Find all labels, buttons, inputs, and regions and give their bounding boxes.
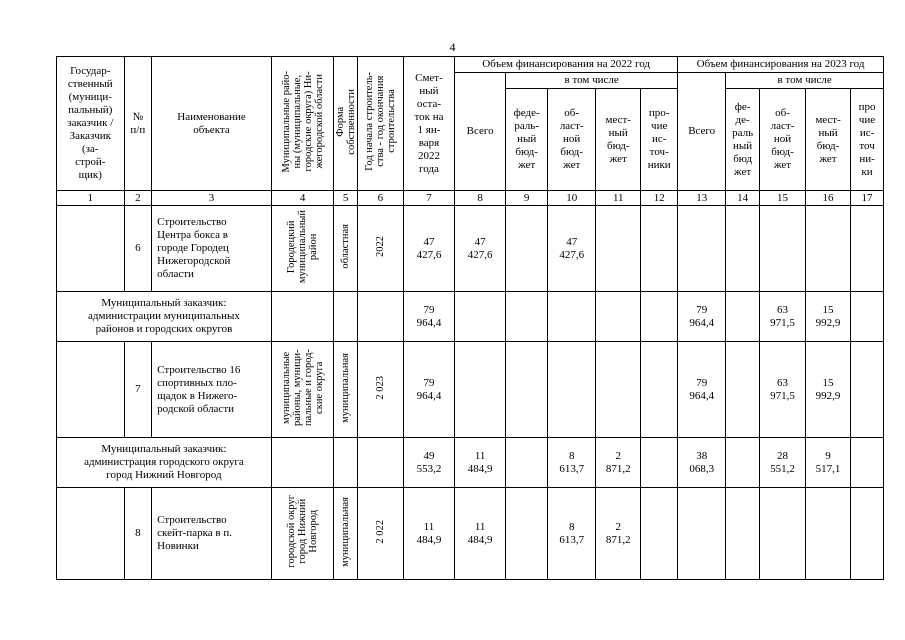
cell-regional-2022: 8 613,7 (548, 438, 596, 488)
cell-customer (57, 488, 125, 580)
header-local-2022: мест- ный бюд- жет (596, 89, 641, 191)
cell-federal-2022 (506, 438, 548, 488)
cell-federal-2022 (506, 488, 548, 580)
cell-local-2023 (806, 488, 851, 580)
cell-regional-2022: 8 613,7 (548, 488, 596, 580)
header-name: Наименование объекта (152, 57, 272, 191)
cell-customer-group: Муниципальный заказчик: администрация городского округа город Нижний Новгород (57, 438, 272, 488)
col-num: 8 (455, 191, 506, 206)
cell-local-2022: 2 871,2 (596, 488, 641, 580)
cell-other-2023 (851, 438, 884, 488)
cell-num: 6 (124, 206, 152, 292)
header-federal-2022: феде- раль- ный бюд- жет (506, 89, 548, 191)
cell-object-name: Строительство Центра бокса в городе Городец Нижегородской области (152, 206, 272, 292)
header-other-2023: про чие ис- точ ни- ки (851, 89, 884, 191)
cell-estimate: 47 427,6 (403, 206, 454, 292)
col-num: 13 (678, 191, 726, 206)
cell-other-2023 (851, 206, 884, 292)
header-other-2022: про- чие ис- точ- ники (641, 89, 678, 191)
col-num: 3 (152, 191, 272, 206)
cell-district: городской округ город Нижний Новгород (271, 488, 333, 580)
financing-table (56, 56, 884, 580)
cell-total-2023: 38 068,3 (678, 438, 726, 488)
col-num: 16 (806, 191, 851, 206)
cell-other-2023 (851, 342, 884, 438)
cell-total-2023: 79 964,4 (678, 292, 726, 342)
header-customer: Государ- ственный (муници- пальный) заказчик / Заказчик (за- строй- щик) (57, 57, 125, 191)
cell-customer (57, 206, 125, 292)
col-num: 7 (403, 191, 454, 206)
header-total-2022: Всего (455, 73, 506, 191)
header-local-2023: мест- ный бюд- жет (806, 89, 851, 191)
col-num: 10 (548, 191, 596, 206)
header-num: № п/п (124, 57, 152, 191)
cell-other-2022 (641, 438, 678, 488)
header-districts: Муниципальные райо- ны (муниципальные, городские округа) Ни- жегородской области (271, 57, 333, 191)
cell-local-2023: 15 992,9 (806, 342, 851, 438)
col-num: 2 (124, 191, 152, 206)
header-fin-2023: Объем финансирования на 2023 год (678, 57, 884, 73)
cell-district (271, 292, 333, 342)
cell-regional-2022: 47 427,6 (548, 206, 596, 292)
cell-federal-2023 (726, 438, 760, 488)
cell-regional-2022 (548, 292, 596, 342)
cell-total-2022 (455, 342, 506, 438)
cell-years (357, 438, 403, 488)
col-num: 1 (57, 191, 125, 206)
cell-regional-2023: 63 971,5 (760, 342, 806, 438)
table-row (57, 438, 884, 488)
col-num: 5 (334, 191, 358, 206)
cell-total-2023: 79 964,4 (678, 342, 726, 438)
cell-local-2023: 15 992,9 (806, 292, 851, 342)
cell-regional-2022 (548, 342, 596, 438)
cell-district: муниципальные районы, муници- пальные и город- ские округа (271, 342, 333, 438)
cell-district (271, 438, 333, 488)
cell-estimate: 11 484,9 (403, 488, 454, 580)
cell-federal-2022 (506, 292, 548, 342)
table-row (57, 292, 884, 342)
cell-ownership: муниципальная (334, 488, 358, 580)
cell-other-2023 (851, 488, 884, 580)
cell-customer (57, 342, 125, 438)
cell-total-2023 (678, 206, 726, 292)
cell-regional-2023: 28 551,2 (760, 438, 806, 488)
cell-num: 8 (124, 488, 152, 580)
header-estimate: Смет- ный оста- ток на 1 ян- варя 2022 года (403, 57, 454, 191)
header-years: Год начала строитель- ства - год окончания строительства (357, 57, 403, 191)
header-regional-2022: об- ласт- ной бюд- жет (548, 89, 596, 191)
cell-federal-2023 (726, 342, 760, 438)
cell-local-2023 (806, 206, 851, 292)
cell-estimate: 79 964,4 (403, 342, 454, 438)
cell-years: 2022 (357, 206, 403, 292)
cell-federal-2023 (726, 206, 760, 292)
cell-num: 7 (124, 342, 152, 438)
cell-ownership (334, 438, 358, 488)
cell-other-2022 (641, 206, 678, 292)
cell-estimate: 49 553,2 (403, 438, 454, 488)
cell-ownership: муниципальная (334, 342, 358, 438)
cell-regional-2023 (760, 206, 806, 292)
col-num: 12 (641, 191, 678, 206)
cell-district: Городецкий муниципальный район (271, 206, 333, 292)
cell-local-2023: 9 517,1 (806, 438, 851, 488)
cell-customer-group: Муниципальный заказчик: администрации муниципальных районов и городских округов (57, 292, 272, 342)
table-row (57, 488, 884, 580)
cell-years: 2 022 (357, 488, 403, 580)
cell-federal-2023 (726, 292, 760, 342)
cell-object-name: Строительство 16 спортивных пло- щадок в Нижего- родской области (152, 342, 272, 438)
header-regional-2023: об- ласт- ной бюд- жет (760, 89, 806, 191)
header-fin-2022: Объем финансирования на 2022 год (455, 57, 678, 73)
column-numbers-row (57, 191, 884, 206)
header-incl-2022: в том числе (506, 73, 678, 89)
cell-estimate: 79 964,4 (403, 292, 454, 342)
cell-local-2022 (596, 342, 641, 438)
col-num: 6 (357, 191, 403, 206)
col-num: 11 (596, 191, 641, 206)
cell-federal-2022 (506, 342, 548, 438)
col-num: 9 (506, 191, 548, 206)
cell-years (357, 292, 403, 342)
cell-other-2022 (641, 292, 678, 342)
page-number: 4 (449, 40, 456, 54)
cell-total-2022 (455, 292, 506, 342)
header-total-2023: Всего (678, 73, 726, 191)
cell-other-2022 (641, 488, 678, 580)
cell-total-2022: 47 427,6 (455, 206, 506, 292)
table-row (57, 342, 884, 438)
header-federal-2023: фе- де- раль ный бюд жет (726, 89, 760, 191)
cell-other-2023 (851, 292, 884, 342)
cell-total-2022: 11 484,9 (455, 438, 506, 488)
cell-ownership (334, 292, 358, 342)
cell-years: 2 023 (357, 342, 403, 438)
cell-local-2022 (596, 292, 641, 342)
cell-other-2022 (641, 342, 678, 438)
table-row (57, 206, 884, 292)
cell-total-2023 (678, 488, 726, 580)
cell-ownership: областная (334, 206, 358, 292)
col-num: 15 (760, 191, 806, 206)
cell-regional-2023 (760, 488, 806, 580)
col-num: 4 (271, 191, 333, 206)
cell-local-2022 (596, 206, 641, 292)
cell-federal-2022 (506, 206, 548, 292)
col-num: 17 (851, 191, 884, 206)
header-ownership: Форма собственности (334, 57, 358, 191)
cell-regional-2023: 63 971,5 (760, 292, 806, 342)
cell-object-name: Строительство скейт-парка в п. Новинки (152, 488, 272, 580)
cell-federal-2023 (726, 488, 760, 580)
header-incl-2023: в том числе (726, 73, 884, 89)
cell-local-2022: 2 871,2 (596, 438, 641, 488)
col-num: 14 (726, 191, 760, 206)
cell-total-2022: 11 484,9 (455, 488, 506, 580)
